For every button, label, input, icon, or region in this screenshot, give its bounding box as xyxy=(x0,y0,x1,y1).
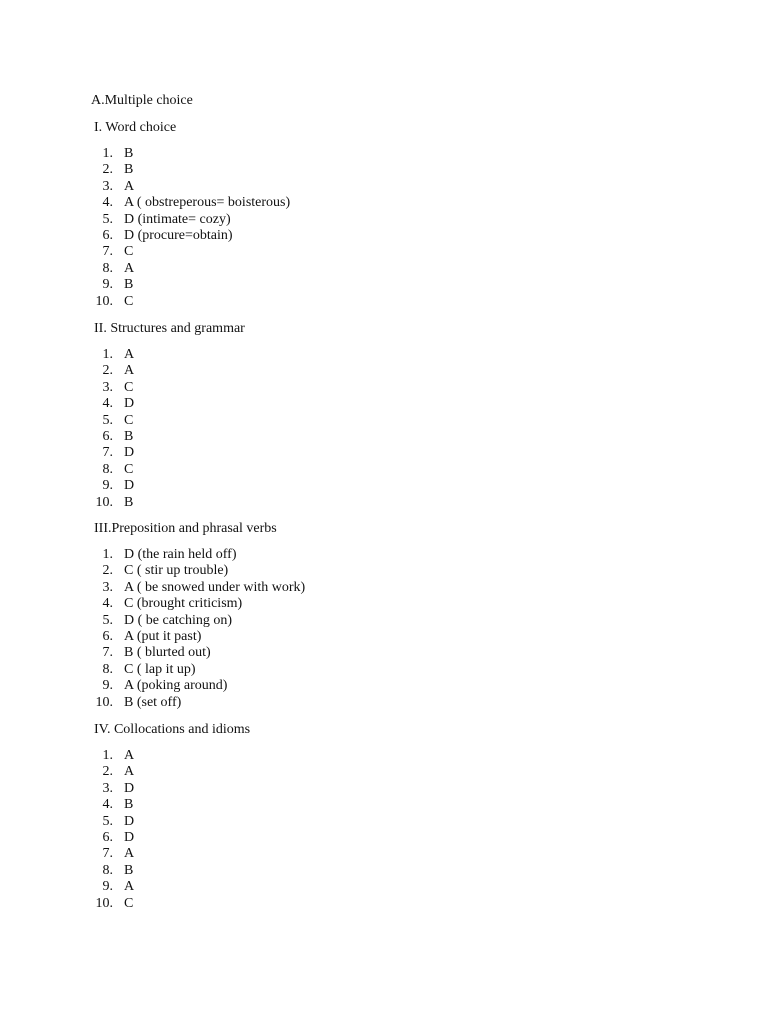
item-answer: A ( be snowed under with work) xyxy=(124,579,306,595)
item-answer: C ( lap it up) xyxy=(124,661,196,677)
item-answer: B xyxy=(124,428,134,444)
item-answer: A xyxy=(124,748,135,763)
item-number: 10. xyxy=(95,694,113,710)
answer-item xyxy=(94,830,250,846)
answer-item xyxy=(94,879,250,895)
item-number: 6. xyxy=(102,829,113,845)
answer-item xyxy=(94,146,290,162)
answer-item xyxy=(94,645,305,661)
answer-item xyxy=(94,547,305,563)
item-answer: D xyxy=(124,478,135,494)
item-number: 8. xyxy=(102,461,113,477)
page-title: A.Multiple choice xyxy=(91,93,193,108)
item-answer: A xyxy=(124,347,135,362)
item-answer: A (put it past) xyxy=(124,628,202,644)
answer-item xyxy=(94,478,245,494)
item-answer: D xyxy=(124,813,135,829)
item-answer: D xyxy=(124,780,135,796)
item-number: 1. xyxy=(102,748,113,763)
item-answer: C xyxy=(124,895,134,911)
answer-item xyxy=(94,678,305,694)
item-answer: C xyxy=(124,461,134,477)
section-word-choice xyxy=(94,119,290,310)
item-number: 4. xyxy=(102,797,113,813)
item-number: 1. xyxy=(102,347,113,362)
item-answer: B xyxy=(124,146,134,161)
answer-item xyxy=(94,380,245,396)
item-answer: D (intimate= cozy) xyxy=(124,211,231,227)
answer-item xyxy=(94,596,305,612)
item-answer: C xyxy=(124,293,134,309)
item-number: 4. xyxy=(102,596,113,612)
answer-item xyxy=(94,613,305,629)
item-answer: C xyxy=(124,412,134,428)
item-number: 5. xyxy=(102,612,113,628)
item-answer: D (the rain held off) xyxy=(124,547,237,562)
item-number: 10. xyxy=(95,293,113,309)
answer-item xyxy=(94,695,305,711)
answer-item xyxy=(94,445,245,461)
item-number: 6. xyxy=(102,628,113,644)
item-number: 5. xyxy=(102,412,113,428)
item-number: 2. xyxy=(102,563,113,579)
section-structures-grammar xyxy=(94,320,245,511)
answer-item xyxy=(94,563,305,579)
item-number: 4. xyxy=(102,396,113,412)
answer-item xyxy=(94,662,305,678)
answer-list xyxy=(94,748,250,912)
answer-item xyxy=(94,212,290,228)
item-number: 9. xyxy=(102,879,113,895)
section-collocations-idioms xyxy=(94,721,250,912)
item-number: 7. xyxy=(102,645,113,661)
answer-item xyxy=(94,748,250,764)
section-heading: IV. Collocations and idioms xyxy=(94,722,251,737)
item-number: 8. xyxy=(102,661,113,677)
item-number: 6. xyxy=(102,428,113,444)
answer-item xyxy=(94,814,250,830)
item-answer: B xyxy=(124,494,134,510)
item-answer: A xyxy=(124,879,135,895)
answer-item xyxy=(94,781,250,797)
item-number: 8. xyxy=(102,862,113,878)
answer-item xyxy=(94,764,250,780)
item-answer: C xyxy=(124,379,134,395)
item-number: 10. xyxy=(95,494,113,510)
item-number: 10. xyxy=(95,895,113,911)
answer-item xyxy=(94,261,290,277)
item-answer: C xyxy=(124,244,134,260)
item-answer: A ( obstreperous= boisterous) xyxy=(124,195,291,211)
item-answer: A xyxy=(124,178,135,194)
answer-item xyxy=(94,294,290,310)
item-answer: C ( stir up trouble) xyxy=(124,563,229,579)
answer-item xyxy=(94,162,290,178)
item-number: 7. xyxy=(102,846,113,862)
answer-item xyxy=(94,277,290,293)
item-answer: D (procure=obtain) xyxy=(124,227,233,243)
answer-item xyxy=(94,797,250,813)
item-number: 4. xyxy=(102,195,113,211)
item-answer: B xyxy=(124,797,134,813)
item-answer: D xyxy=(124,445,135,461)
item-answer: A (poking around) xyxy=(124,678,228,694)
item-number: 2. xyxy=(102,764,113,780)
item-number: 7. xyxy=(102,244,113,260)
item-number: 5. xyxy=(102,211,113,227)
answer-item xyxy=(94,244,290,260)
answer-item xyxy=(94,195,290,211)
section-heading: II. Structures and grammar xyxy=(94,321,245,336)
item-answer: D xyxy=(124,396,135,412)
answer-item xyxy=(94,413,245,429)
item-number: 7. xyxy=(102,445,113,461)
answer-item xyxy=(94,629,305,645)
item-answer: B xyxy=(124,862,134,878)
answer-item xyxy=(94,863,250,879)
item-number: 3. xyxy=(102,579,113,595)
item-answer: B xyxy=(124,162,134,178)
item-answer: A xyxy=(124,764,135,780)
item-answer: D ( be catching on) xyxy=(124,612,233,628)
answer-list xyxy=(94,347,245,511)
answer-item xyxy=(94,462,245,478)
item-answer: B (set off) xyxy=(124,694,182,710)
item-answer: B xyxy=(124,277,134,293)
answer-item xyxy=(94,429,245,445)
answer-item xyxy=(94,363,245,379)
item-number: 2. xyxy=(102,363,113,379)
item-number: 9. xyxy=(102,478,113,494)
answer-item xyxy=(94,896,250,912)
item-answer: D xyxy=(124,829,135,845)
section-heading: III.Preposition and phrasal verbs xyxy=(94,521,277,536)
item-number: 3. xyxy=(102,379,113,395)
item-number: 1. xyxy=(102,547,113,562)
item-number: 8. xyxy=(102,260,113,276)
answer-item xyxy=(94,580,305,596)
answer-item xyxy=(94,495,245,511)
item-answer: A xyxy=(124,363,135,379)
item-number: 9. xyxy=(102,277,113,293)
item-number: 9. xyxy=(102,678,113,694)
answer-list xyxy=(94,146,290,310)
answer-item xyxy=(94,347,245,363)
item-answer: B ( blurted out) xyxy=(124,645,211,661)
item-answer: C (brought criticism) xyxy=(124,596,243,612)
answer-item xyxy=(94,846,250,862)
item-number: 5. xyxy=(102,813,113,829)
section-prepositions-phrasal-verbs xyxy=(94,520,305,711)
item-number: 6. xyxy=(102,227,113,243)
answer-item xyxy=(94,396,245,412)
section-heading: I. Word choice xyxy=(94,120,177,135)
answer-list xyxy=(94,547,305,711)
item-answer: A xyxy=(124,260,135,276)
item-number: 3. xyxy=(102,780,113,796)
answer-item xyxy=(94,179,290,195)
answer-item xyxy=(94,228,290,244)
item-number: 2. xyxy=(102,162,113,178)
item-number: 1. xyxy=(102,146,113,161)
item-number: 3. xyxy=(102,178,113,194)
item-answer: A xyxy=(124,846,135,862)
